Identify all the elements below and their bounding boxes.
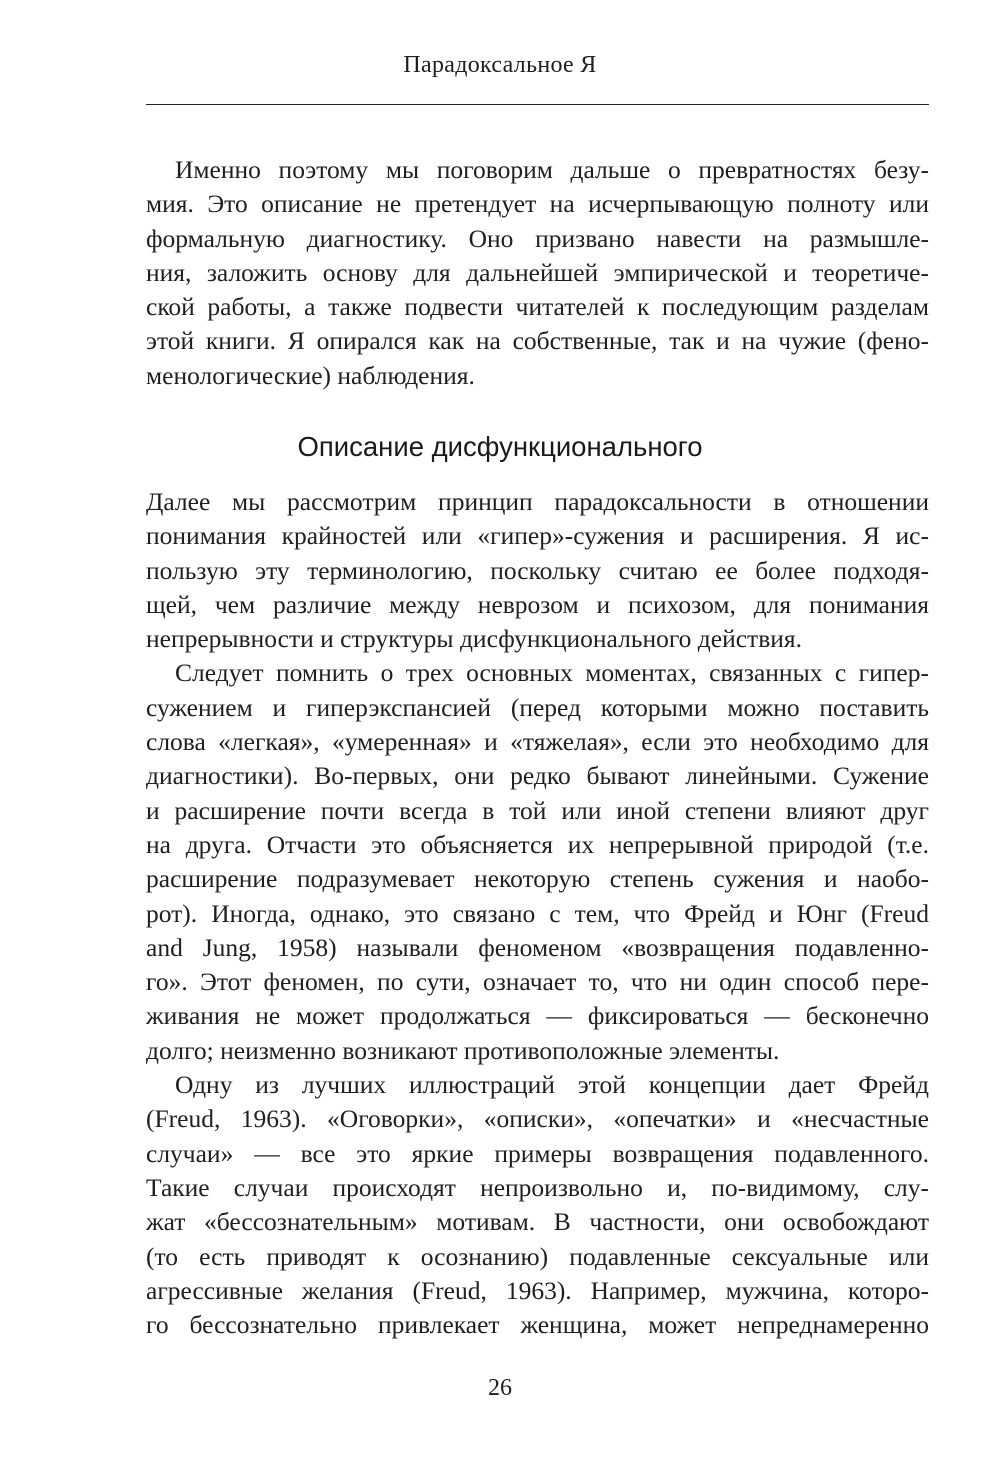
section-heading: Описание дисфункционального	[297, 431, 703, 462]
running-header-title: Парадоксальное Я	[403, 52, 597, 78]
text-line: живания не может продолжаться — фиксироваться — бесконечно	[146, 1001, 929, 1031]
text-line: менологические) наблюдения.	[146, 360, 475, 390]
text-line: Следует помнить о трех основных моментах, связанных с гипер-	[175, 658, 929, 688]
text-line: пользую эту терминологию, поскольку считаю ее более подходя-	[146, 555, 929, 585]
section-body	[146, 485, 929, 1342]
text-line: формальную диагностику. Оно призвано навести на размышле-	[146, 223, 929, 253]
text-line: сужением и гиперэкспансией (перед которыми можно поставить	[146, 692, 929, 722]
page-number: 26	[488, 1375, 512, 1401]
text-line: понимания крайностей или «гипер»-сужения и расширения. Я ис-	[146, 521, 929, 551]
text-line: and Jung, 1958) называли феноменом «возвращения подавленно-	[146, 932, 929, 962]
text-line: (Freud, 1963). «Оговорки», «описки», «опечатки» и «несчастные	[146, 1104, 929, 1134]
paragraph	[146, 656, 929, 1068]
text-line: ния, заложить основу для дальнейшей эмпирической и теоретиче-	[146, 257, 929, 287]
paragraph	[146, 1068, 929, 1342]
text-line: Такие случаи происходят непроизвольно и, по-видимому, слу-	[146, 1172, 929, 1202]
text-line: ской работы, а также подвести читателей к последующим разделам	[146, 292, 929, 322]
header-rule	[146, 104, 929, 105]
text-line: случаи» — все это яркие примеры возвращения подавленного.	[146, 1138, 929, 1168]
text-line: непрерывности и структуры дисфункционального действия.	[146, 624, 802, 654]
text-line: Одну из лучших иллюстраций этой концепции дает Фрейд	[175, 1070, 929, 1100]
text-line: жат «бессознательным» мотивам. В частности, они освобождают	[146, 1207, 929, 1237]
text-line: и расширение почти всегда в той или иной степени влияют друг	[146, 795, 929, 825]
text-line: на друга. Отчасти это объясняется их непрерывной природой (т.е.	[146, 829, 929, 859]
text-line: Далее мы рассмотрим принцип парадоксальности в отношении	[146, 487, 929, 516]
text-line: щей, чем различие между неврозом и психозом, для понимания	[146, 589, 929, 619]
text-line: Именно поэтому мы поговорим дальше о превратностях безу-	[175, 155, 929, 184]
paragraph	[146, 485, 929, 656]
text-line: мия. Это описание не претендует на исчерпывающую полноту или	[146, 189, 929, 219]
text-line: расширение подразумевает некоторую степень сужения и наобо-	[146, 864, 929, 894]
text-line: (то есть приводят к осознанию) подавленные сексуальные или	[146, 1241, 929, 1271]
text-line: агрессивные желания (Freud, 1963). Например, мужчина, которо-	[146, 1275, 929, 1305]
text-line: долго; неизменно возникают противоположные элементы.	[146, 1035, 780, 1065]
intro-paragraph	[146, 153, 929, 393]
text-line: го». Этот феномен, по сути, означает то, что ни один способ пере-	[146, 967, 929, 997]
text-line: диагностики). Во-первых, они редко бывают линейными. Сужение	[146, 761, 929, 791]
text-line: этой книги. Я опирался как на собственные, так и на чужие (фено-	[146, 326, 929, 356]
text-line: го бессознательно привлекает женщина, может непреднамеренно	[146, 1310, 929, 1340]
text-line: слова «легкая», «умеренная» и «тяжелая», если это необходимо для	[146, 727, 929, 757]
text-line: рот). Иногда, однако, это связано с тем, что Фрейд и Юнг (Freud	[146, 898, 929, 928]
